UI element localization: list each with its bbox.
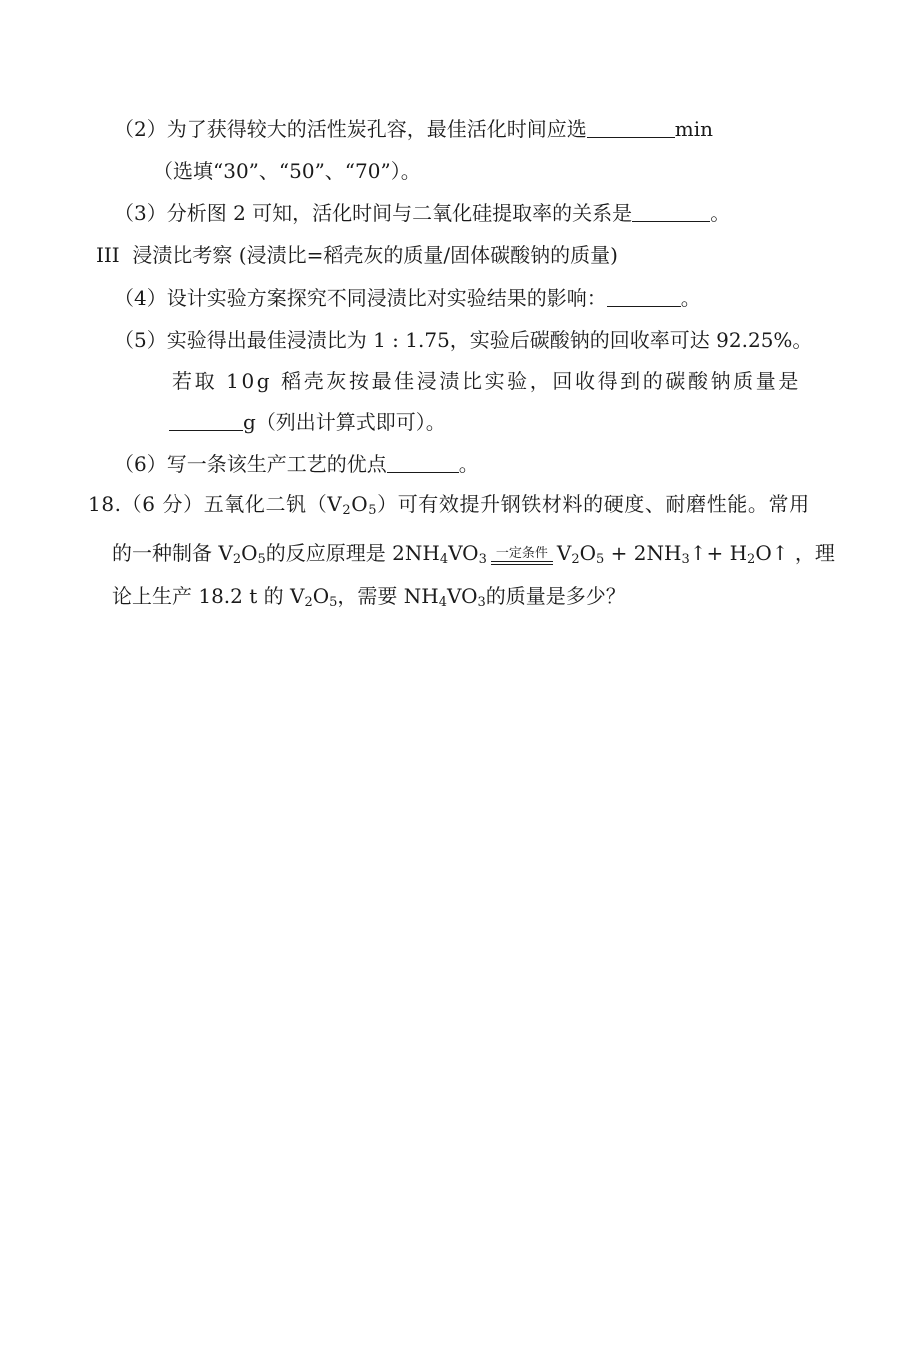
formula-text: + 2NH [604, 541, 682, 565]
question-part-3 [114, 199, 730, 227]
subscript: 2 [232, 552, 242, 567]
part-number: （6） [114, 452, 167, 476]
subscript: 5 [329, 595, 338, 610]
formula-text: VO [447, 584, 478, 608]
subscript: 5 [257, 552, 266, 567]
formula-text: V [556, 541, 572, 565]
answer-blank[interactable] [632, 201, 710, 222]
subscript: 2 [342, 503, 352, 518]
part-number: （3） [114, 201, 167, 225]
reaction-condition-label: 一定条件 [495, 546, 548, 561]
unit-label: min [674, 117, 713, 141]
unit-label: g [243, 410, 256, 434]
formula-letter: O [241, 541, 258, 565]
answer-blank[interactable] [387, 452, 459, 473]
subscript: 3 [681, 552, 690, 567]
subscript: 5 [368, 503, 378, 518]
part-5-line-3 [169, 408, 446, 436]
answer-blank[interactable] [587, 117, 675, 138]
question-text: ，需要 NH [337, 584, 439, 608]
answer-blank[interactable] [169, 410, 243, 431]
question-18-line-1 [88, 490, 810, 518]
formula-letter: O [579, 541, 597, 565]
part-2-hint: （选填“30”、“50”、“70”）。 [153, 159, 421, 183]
part-number: （2） [114, 117, 167, 141]
question-18-line-3 [112, 582, 626, 610]
part-end: 。 [710, 201, 731, 225]
part-end: 。 [458, 452, 479, 476]
question-part-6 [114, 450, 479, 478]
part-text: （列出计算式即可）。 [255, 410, 446, 434]
part-text: 为了获得较大的活性炭孔容，最佳活化时间应选 [166, 117, 587, 141]
question-text: 五氧化二钒（V [203, 492, 343, 516]
subscript: 2 [571, 552, 580, 567]
question-part-4 [114, 284, 701, 312]
question-18-line-2 [112, 539, 835, 567]
part-end: 。 [680, 286, 701, 310]
formula-text: VO [448, 541, 479, 565]
question-text: 的一种制备 V [112, 541, 233, 565]
question-text: O↑ ，理 [755, 541, 835, 565]
section-text: 浸渍比考察 (浸渍比=稻壳灰的质量/固体碳酸钠的质量) [132, 243, 618, 267]
part-text: 分析图 2 可知，活化时间与二氧化硅提取率的关系是 [166, 201, 633, 225]
subscript: 3 [477, 595, 486, 610]
answer-blank[interactable] [607, 286, 681, 307]
part-5-line-2: 若取 10g 稻壳灰按最佳浸渍比实验，回收得到的碳酸钠质量是 [172, 369, 801, 393]
question-number: 18. [88, 492, 122, 516]
subscript: 3 [478, 552, 487, 567]
part-text: 写一条该生产工艺的优点 [166, 452, 387, 476]
reaction-condition-arrow [491, 547, 553, 565]
question-part-2 [114, 115, 713, 143]
question-score: （6 分） [121, 492, 204, 516]
part-number: （5） [114, 328, 167, 352]
subscript: 4 [439, 552, 449, 567]
formula-letter: O [312, 584, 330, 608]
subscript: 2 [747, 552, 756, 567]
question-text: 的质量是多少？ [485, 584, 626, 608]
question-text: 论上生产 18.2 t 的 V [112, 584, 305, 608]
part-text: 设计实验方案探究不同浸渍比对实验结果的影响： [166, 286, 607, 310]
subscript: 4 [438, 595, 448, 610]
question-part-5 [114, 326, 812, 354]
question-text: 的反应原理是 2NH [265, 541, 440, 565]
part-number: （4） [114, 286, 167, 310]
formula-letter: O [351, 492, 369, 516]
section-heading [96, 241, 618, 269]
formula-text: ↑+ H [689, 541, 748, 565]
equals-sign [491, 561, 553, 565]
question-text: ）可有效提升钢铁材料的硬度、耐磨性能。常用 [377, 492, 810, 516]
subscript: 5 [596, 552, 605, 567]
part-text: 实验得出最佳浸渍比为 1 : 1.75，实验后碳酸钠的回收率可达 92.25%。 [166, 328, 813, 352]
section-roman: III [96, 243, 120, 267]
subscript: 2 [304, 595, 313, 610]
